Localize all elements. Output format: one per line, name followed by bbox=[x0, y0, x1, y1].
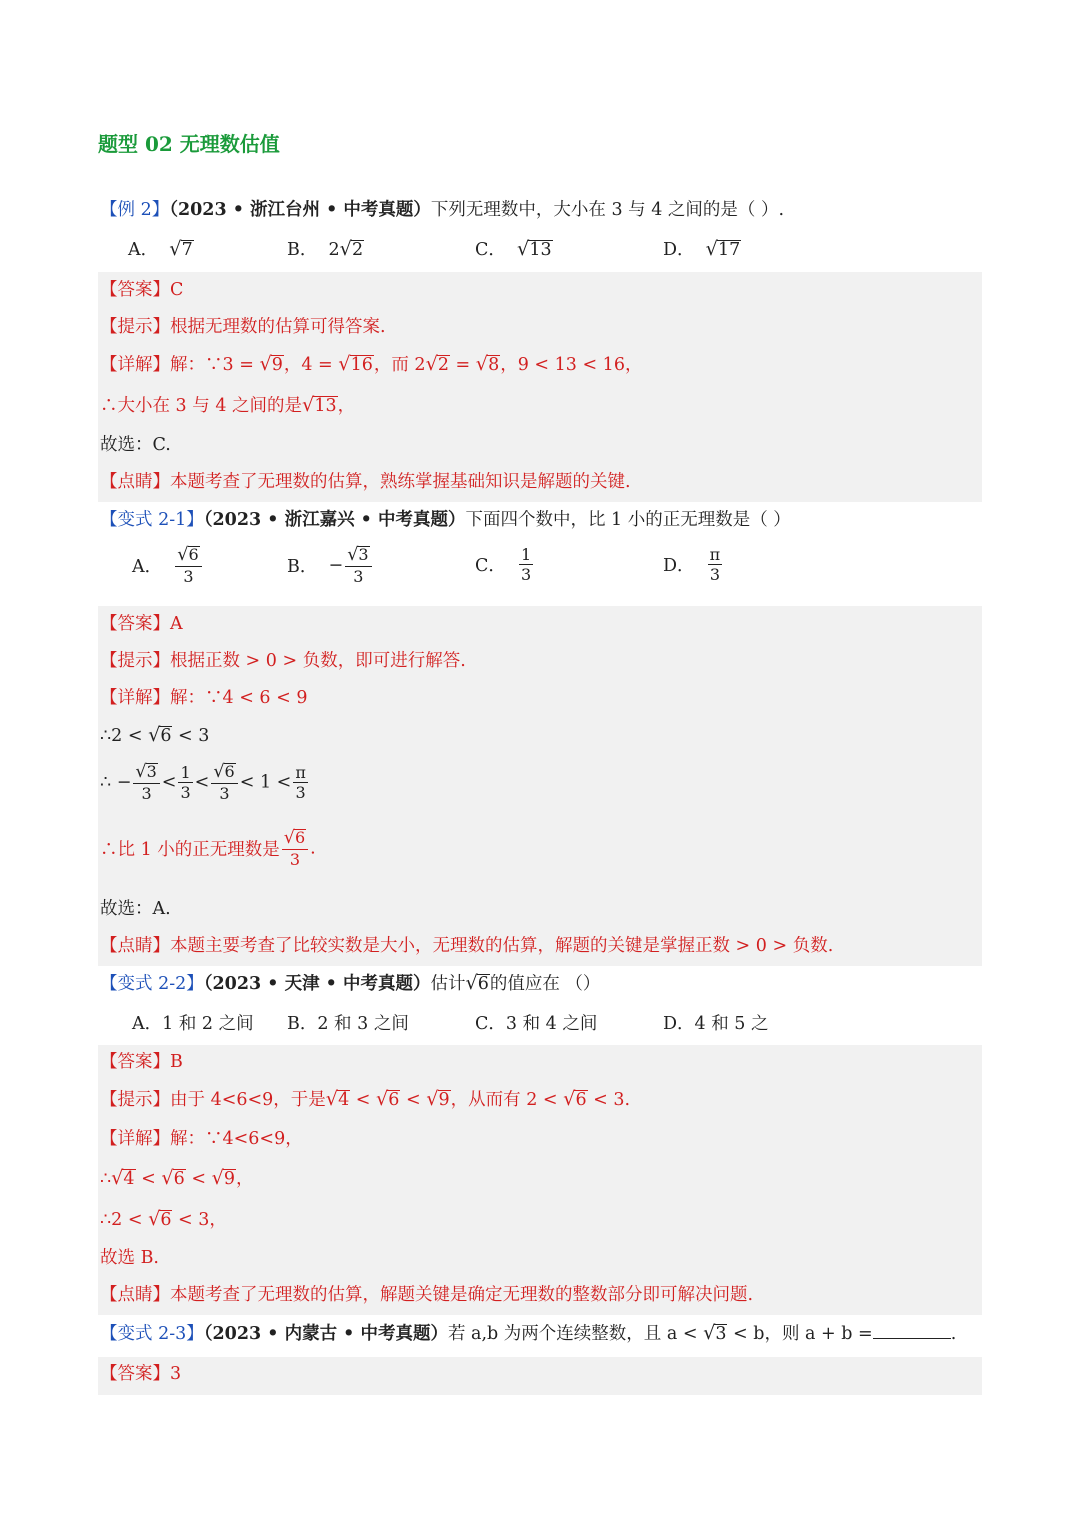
solution-box bbox=[98, 1357, 982, 1395]
option-c: C． √13 bbox=[475, 237, 552, 260]
option-c: C． $\frac{1}{3}$ bbox=[475, 545, 532, 585]
comment-line: 【点睛】本题主要考查了比较实数是大小，无理数的估算，解题的关键是掌握正数 > 0 > 负数. bbox=[100, 936, 834, 956]
answer-blank bbox=[873, 1324, 951, 1339]
option-b: B．2 和 3 之间 bbox=[287, 1014, 409, 1034]
option-b: B． − $\frac{√3}{3}$ bbox=[287, 545, 374, 586]
answer-line: 【答案】3 bbox=[100, 1364, 182, 1384]
option-a: A．1 和 2 之间 bbox=[132, 1014, 254, 1034]
variant-2-3-question: 【变式 2-3】（2023 • 内蒙古 • 中考真题）若 a,b 为两个连续整数，且 a < √3 < b，则 a + b = . bbox=[100, 1321, 957, 1344]
hint-line: 【提示】根据无理数的估算可得答案. bbox=[100, 317, 386, 337]
detail-line-1: 【详解】解：∵4<6<9， bbox=[100, 1129, 303, 1149]
choose-line: 故选：C. bbox=[100, 435, 171, 455]
example-question-text: 下列无理数中，大小在 3 与 4 之间的是（ ）. bbox=[430, 200, 785, 220]
detail-line-2: ∴√4 < √6 < √9， bbox=[100, 1166, 254, 1189]
comment-line: 【点睛】本题考查了无理数的估算，熟练掌握基础知识是解题的关键. bbox=[100, 472, 631, 492]
option-a: A． √7 bbox=[128, 237, 193, 260]
option-d: D． √17 bbox=[663, 237, 741, 260]
section-title: 题型 02 无理数估值 bbox=[98, 132, 280, 156]
answer-line: 【答案】C bbox=[100, 280, 184, 300]
choose-line: 故选 B. bbox=[100, 1248, 159, 1268]
hint-line: 【提示】根据正数 > 0 > 负数，即可进行解答. bbox=[100, 651, 466, 671]
detail-line-3: ∴ − $\frac{√3}{3}$ < $\frac{1}{3}$ < $\frac{√6}{3}$ < 1 < $\frac{\pi}{3}$ bbox=[100, 762, 306, 804]
variant-2-2-question: 【变式 2-2】（2023 • 天津 • 中考真题）估计√6的值应在 （） bbox=[100, 971, 601, 994]
option-a: A． $\frac{√6}{3}$ bbox=[132, 545, 204, 586]
option-b: B． 2√2 bbox=[287, 237, 364, 260]
comment-line: 【点睛】本题考查了无理数的估算，解题关键是确定无理数的整数部分即可解决问题. bbox=[100, 1285, 754, 1305]
choose-line: 故选：A. bbox=[100, 899, 171, 919]
detail-line-3: ∴2 < √6 < 3， bbox=[100, 1207, 227, 1230]
detail-line-1: 【详解】解：∵3 = √9，4 = √16，而 2√2 = √8，9 < 13 < 16， bbox=[100, 352, 643, 375]
variant-2-1-question: 【变式 2-1】（2023 • 浙江嘉兴 • 中考真题）下面四个数中，比 1 小的正无理数是（ ） bbox=[100, 510, 791, 530]
option-d: D． $\frac{\pi}{3}$ bbox=[663, 545, 721, 585]
detail-line-2: ∴2 < √6 < 3 bbox=[100, 723, 210, 746]
example-tag: 【例 2】 bbox=[100, 200, 170, 220]
detail-line-4: ∴比 1 小的正无理数是 $\frac{√6}{3}$ . bbox=[100, 828, 316, 870]
option-c: C．3 和 4 之间 bbox=[475, 1014, 598, 1034]
answer-line: 【答案】B bbox=[100, 1052, 183, 1072]
answer-line: 【答案】A bbox=[100, 614, 183, 634]
detail-line-1: 【详解】解：∵4 < 6 < 9 bbox=[100, 688, 308, 708]
example-source: （2023 • 浙江台州 • 中考真题） bbox=[169, 200, 431, 220]
detail-line-2: ∴大小在 3 与 4 之间的是√13， bbox=[100, 393, 356, 416]
example-2-question bbox=[100, 196, 784, 221]
hint-line: 【提示】由于 4<6<9，于是√4 < √6 < √9，从而有 2 < √6 < 3. bbox=[100, 1087, 631, 1110]
option-d: D．4 和 5 之 bbox=[663, 1014, 769, 1034]
